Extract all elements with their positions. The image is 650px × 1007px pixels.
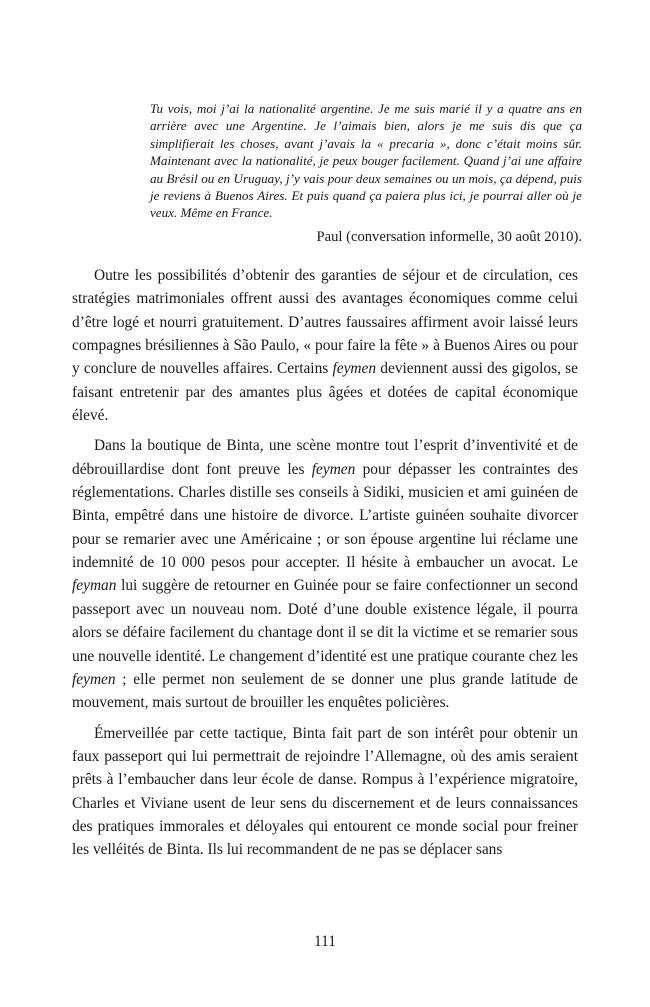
text-run: Outre les possibilités d’obtenir des garanties de séjour et de circulation, ces stratégies matrimoniales offrent aussi des avantages économiques comme celui d’être logé et nourri gratuitement. D’autres faussaires affirment avoir laissé leurs compagnes brésiliennes à São Paulo, « pour faire la fête » à Buenos Aires ou pour y conclure de nouvelles affaires. Certains [72,267,578,378]
italic-term: feymen [332,360,377,378]
page-number: 111 [314,933,336,950]
text-run: Émerveillée par cette tactique, Binta fait part de son intérêt pour obtenir un faux passeport qui lui permettrait de rejoindre l’Allemagne, où des amis seraient prêts à l’embaucher dans leur école de danse. Rompus à l’expérience migratoire, Charles et Viviane usent de leur sens du discernement et de leurs connaissances des pratiques immorales et déloyales qui entourent ce monde social pour freiner les velléités de Binta. Ils lui recommandent de ne pas se déplacer sans [72,724,578,859]
text-run: deviennent aussi des gigolos, se faisant entretenir par des amantes plus âgées et dotées de capital économique élevé. [72,360,578,425]
epigraph-quote: Tu vois, moi j’ai la nationalité argentine. Je me suis marié il y a quatre ans en arrière avec une Argentine. Je l’aimais bien, alors je me suis dis que ça simplifierait les choses, avant j’avais la « precaria », donc c’était moins sûr. Maintenant avec la nationalité, je peux bouger facilement. Quand j’ai une affaire au Brésil ou en Uruguay, j’y vais pour deux semaines ou un mois, ça dépend, puis je reviens à Buenos Aires. Et puis quand ça paiera plus ici, je pourrai aller où je veux. Même en France. [150,101,582,221]
italic-term: feymen [311,460,356,478]
text-run: pour dépasser les contraintes des réglementations. Charles distille ses conseils à Sidiki, musicien et ami guinéen de Binta, empêtré dans une histoire de divorce. L’artiste guinéen souhaite divorcer pour se remarier avec une Américaine ; or son épouse argentine lui réclame une indemnité de 10 000 pesos pour accepter. Il hésite à embaucher un avocat. Le [72,460,578,572]
body-text-column [72,264,578,862]
text-run: Dans la boutique de Binta, une scène montre tout l’esprit d’inventivité et de débrouillardise dont font preuve les [72,437,578,478]
italic-term: feyman [72,577,117,595]
italic-term: feymen [72,670,116,688]
epigraph-attribution: Paul (conversation informelle, 30 août 2010). [316,228,582,245]
paragraph [72,264,578,427]
text-run: lui suggère de retourner en Guinée pour se faire confectionner un second passeport avec un nouveau nom. Doté d’une double existence légale, il pourra alors se défaire facilement du chantage dont il se dit la victime et se remarier sous une nouvelle identité. Le changement d’identité est une pratique courante chez les [72,577,578,665]
paragraph [72,434,578,714]
text-run: ; elle permet non seulement de se donner une plus grande latitude de mouvement, mais surtout de brouiller les enquêtes policières. [72,670,578,712]
paragraph [72,722,578,862]
epigraph-block [150,100,582,247]
